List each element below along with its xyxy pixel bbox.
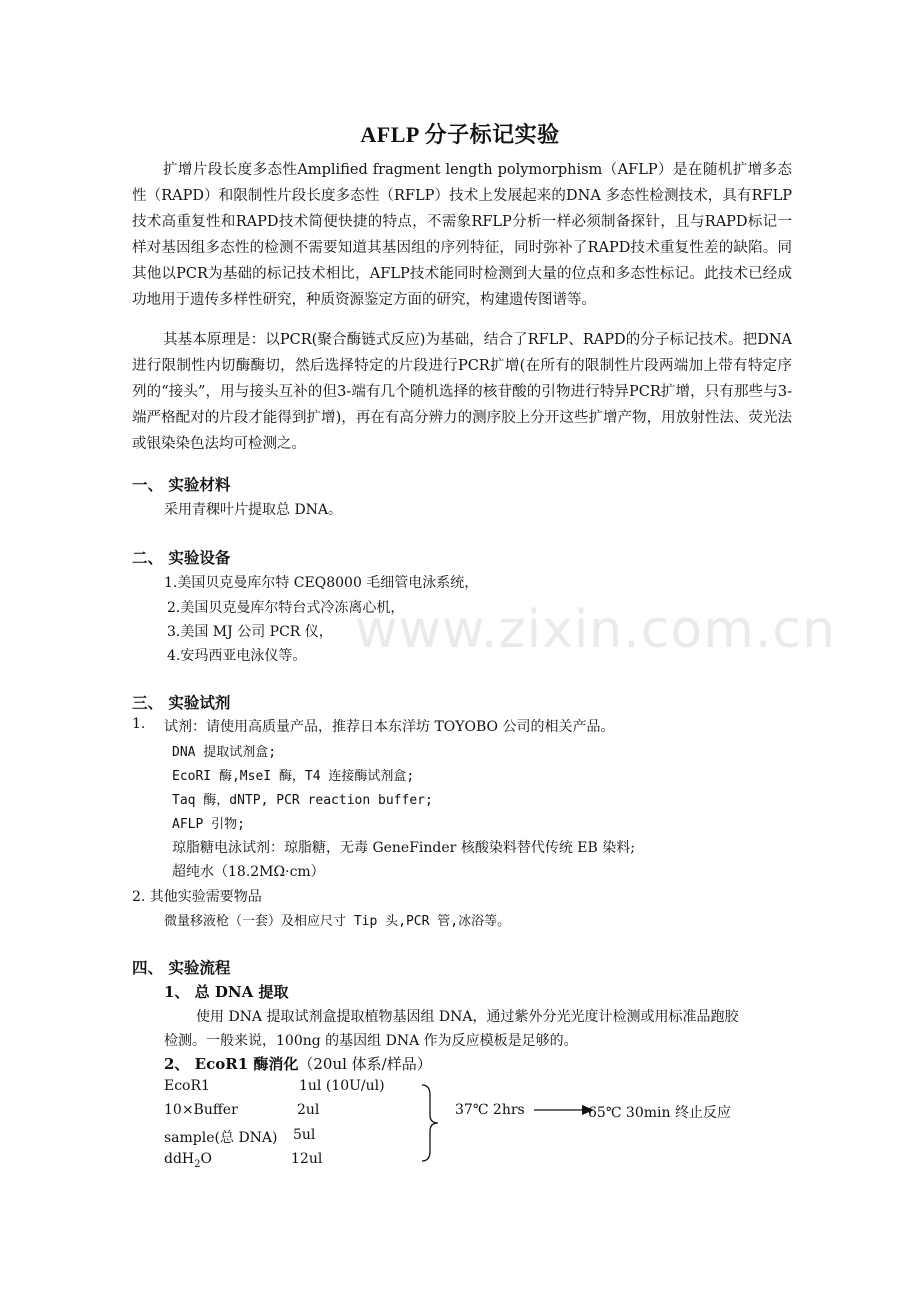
reagent-line: AFLP 引物; <box>172 817 245 832</box>
reagents-item-text: 试剂：请使用高质量产品，推荐日本东洋坊 TOYOBO 公司的相关产品。 <box>164 719 615 735</box>
intro-paragraph-2: 其基本原理是：以PCR(聚合酶链式反应)为基础，结合了RFLP、RAPD的分子标记技术。把DNA进行限制性内切酶酶切，然后选择特定的片段进行PCR扩增(在所有的限制性片段两端加上带有特定序列的“接头”，用与接头互补的但3-端有几个随机选择的核苷酸的引物进行特异PCR扩增，只有那些与3-端严格配对的片段才能得到扩增)，再在有高分辨力的测序胶上分开这些扩增产物，用放射性法、荧光法或银染染色法均可检测之。 <box>132 332 792 452</box>
section-reagents-heading: 三、 实验试剂 <box>132 693 231 712</box>
reagent-name: ddH$_2$O <box>164 1151 212 1170</box>
reaction-row <box>164 1078 385 1094</box>
reaction-row <box>164 1102 320 1118</box>
equipment-item: 1.美国贝克曼库尔特 CEQ8000 毛细管电泳系统， <box>164 575 479 591</box>
reagent-amount: 2ul <box>297 1102 320 1118</box>
ecor1-heading-main: 2、 EcoR1 酶消化 <box>164 1055 299 1073</box>
dna-extraction-text-line-2: 检测。一般来说，100ng 的基因组 DNA 作为反应模板是足够的。 <box>164 1033 578 1049</box>
step-termination: 65℃ 30min 终止反应 <box>588 1105 731 1121</box>
reaction-row <box>164 1127 316 1147</box>
reagent-name: 10×Buffer <box>164 1102 238 1118</box>
reagent-line: 琼脂糖电泳试剂：琼脂糖，无毒 GeneFinder 核酸染料替代传统 EB 染料; <box>172 840 635 856</box>
reagent-name: EcoR1 <box>164 1078 210 1094</box>
reagent-amount: 5ul <box>293 1127 316 1143</box>
other-items-heading: 2. 其他实验需要物品 <box>132 889 262 905</box>
reagents-item-number: 1. <box>132 716 146 732</box>
reagent-amount: 12ul <box>291 1151 323 1167</box>
equipment-item: 3.美国 MJ 公司 PCR 仪， <box>167 624 333 640</box>
watermark: www.zixin.com.cn <box>355 600 836 660</box>
ecor1-heading-note: （20ul 体系/样品） <box>298 1055 432 1073</box>
dna-extraction-text-line-1: 使用 DNA 提取试剂盒提取植物基因组 DNA，通过紫外分光光度计检测或用标准品跑胶 <box>196 1009 739 1025</box>
reagent-line: 超纯水（18.2MΩ·cm） <box>172 864 325 880</box>
intro-paragraph-1: 扩增片段长度多态性Amplified fragment length polymorphism（AFLP）是在随机扩增多态性（RAPD）和限制性片段长度多态性（RFLP）技术上发展起来的DNA 多态性检测技术，具有RFLP技术高重复性和RAPD技术简便快捷的特点，不需象RFLP分析一样必须制备探针，且与RAPD标记一样对基因组多态性的检测不需要知道其基因组的序列特征，同时弥补了RAPD技术重复性差的缺陷。同其他以PCR为基础的标记技术相比，AFLP技术能同时检测到大量的位点和多态性标记。此技术已经成功地用于遗传多样性研究，种质资源鉴定方面的研究，构建遗传图谱等。 <box>132 162 792 308</box>
step-ecor1-digestion-heading <box>164 1053 432 1074</box>
materials-text: 采用青稞叶片提取总 DNA。 <box>164 502 343 518</box>
section-materials-heading: 一、 实验材料 <box>132 475 231 494</box>
reaction-row <box>164 1151 323 1170</box>
reagent-amount: 1ul (10U/ul) <box>299 1078 385 1094</box>
step-incubation: 37℃ 2hrs <box>455 1102 525 1118</box>
reagent-name: sample(总 DNA) <box>164 1130 278 1146</box>
right-brace <box>420 1083 440 1163</box>
equipment-item: 4.安玛西亚电泳仪等。 <box>167 648 307 664</box>
section-workflow-heading: 四、 实验流程 <box>132 958 231 977</box>
reagent-line: Taq 酶，dNTP, PCR reaction buffer; <box>172 793 433 808</box>
reagent-line: EcoRI 酶,MseI 酶，T4 连接酶试剂盒; <box>172 769 415 784</box>
other-items-text: 微量移液枪（一套）及相应尺寸 Tip 头,PCR 管,冰浴等。 <box>164 914 511 929</box>
arrow-right-icon <box>534 1102 594 1118</box>
document-title: AFLP 分子标记实验 <box>360 122 560 147</box>
step-dna-extraction-heading: 1、 总 DNA 提取 <box>164 983 289 1001</box>
reagent-line: DNA 提取试剂盒; <box>172 745 277 760</box>
equipment-item: 2.美国贝克曼库尔特台式冷冻离心机， <box>167 600 405 616</box>
section-equipment-heading: 二、 实验设备 <box>132 548 231 567</box>
